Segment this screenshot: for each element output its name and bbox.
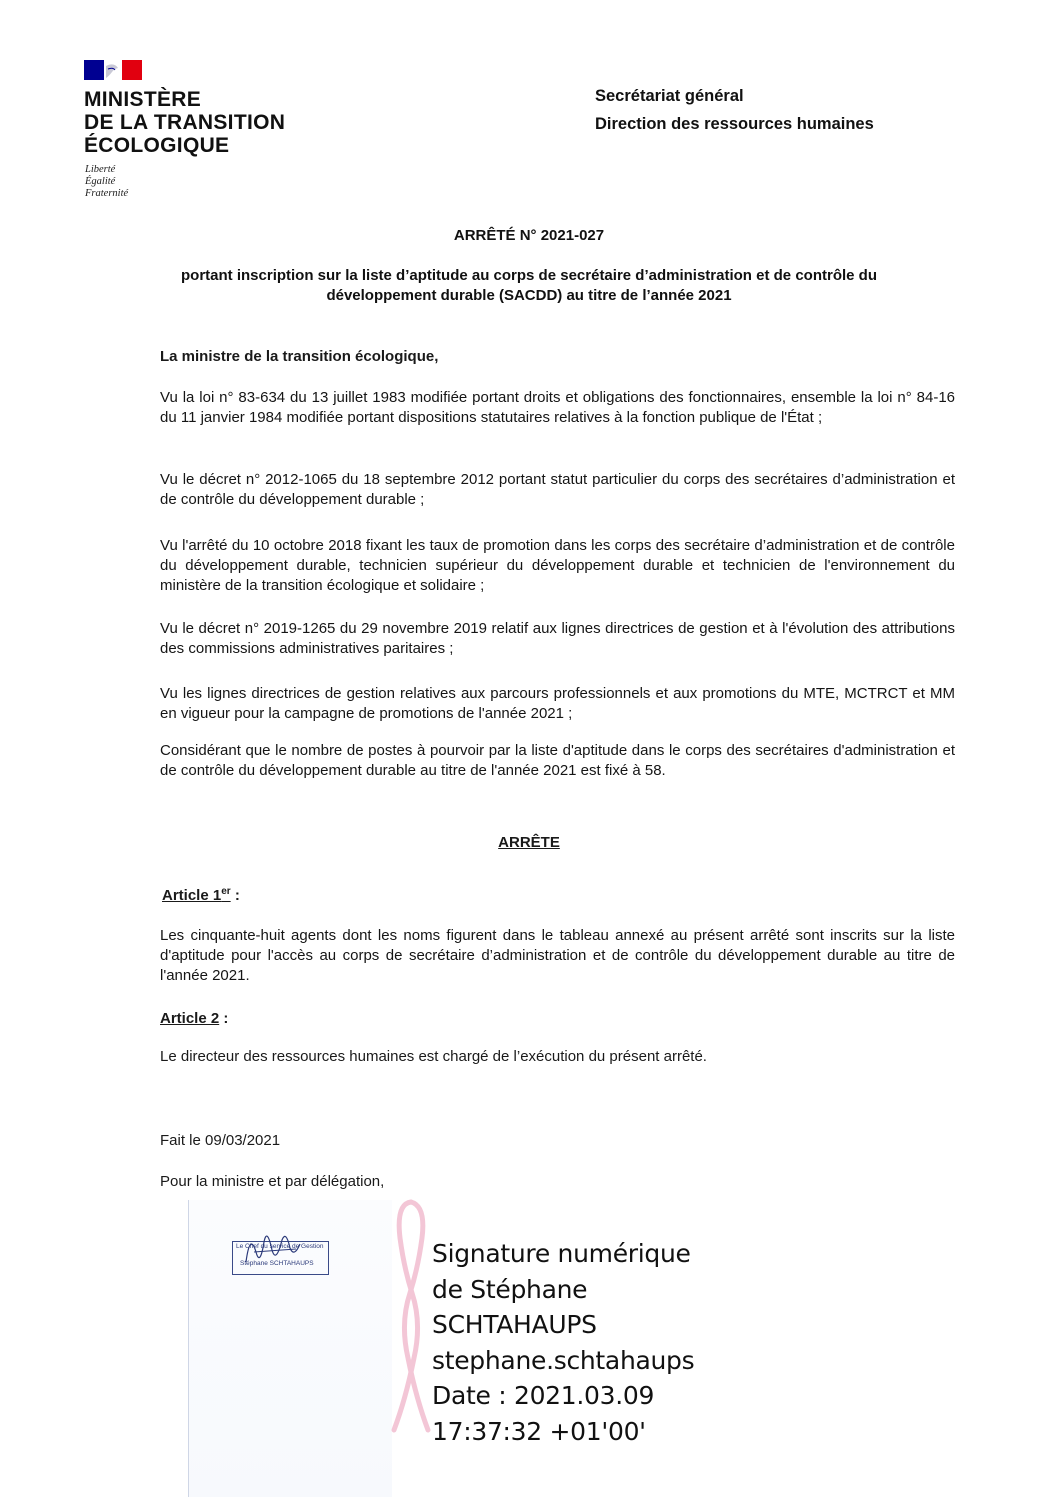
subtitle-line-1: portant inscription sur la liste d’aptitude au corps de secrétaire d’administration et de contrôle du <box>181 267 877 284</box>
article-1-label-group <box>162 887 231 904</box>
subtitle-line-2: développement durable (SACDD) au titre de l’année 2021 <box>326 287 732 304</box>
article-1-colon: : <box>230 887 240 904</box>
stamp-name: Stéphane SCHTAHAUPS <box>240 1260 314 1267</box>
visa-guidelines: Vu les lignes directrices de gestion relatives aux parcours professionnels et aux promotions du MTE, MCTRCT et MM en vigueur pour la campagne de promotions de l'année 2021 ; <box>160 685 955 722</box>
digital-sig-line-4: stephane.schtahaups <box>432 1345 695 1375</box>
ministry-line-3: ÉCOLOGIQUE <box>84 134 230 157</box>
article-2-colon: : <box>219 1010 229 1027</box>
handwritten-signature <box>236 1222 316 1272</box>
article-2-label: Article 2 <box>160 1010 220 1027</box>
ministry-name <box>84 88 285 157</box>
visa-law-1983: Vu la loi n° 83-634 du 13 juillet 1983 modifiée portant droits et obligations des fonctionnaires, ensemble la loi n° 84-16 du 11 janvier 1984 modifiée portant dispositions statutaires relatives à la fonction publique de l'État ; <box>160 389 955 426</box>
decree-subtitle <box>100 266 958 306</box>
directorate-name: Direction des ressources humaines <box>595 115 874 133</box>
department-name: Secrétariat général <box>595 87 744 105</box>
issuing-office <box>595 82 874 138</box>
marianne-flag-logo <box>84 60 142 80</box>
minister-line: La ministre de la transition écologique, <box>160 348 439 365</box>
visa-decree-2019: Vu le décret n° 2019-1265 du 29 novembre 2019 relatif aux lignes directrices de gestion et à l'évolution des attributions des commissions administratives paritaires ; <box>160 620 955 657</box>
motto-liberte: Liberté <box>85 164 116 175</box>
digital-signature-text <box>432 1236 694 1449</box>
ministry-line-1: MINISTÈRE <box>84 88 202 111</box>
visa-decree-2012: Vu le décret n° 2012-1065 du 18 septembre 2012 portant statut particulier du corps des secrétaires d’administration et de contrôle du développement durable ; <box>160 471 955 508</box>
decree-number: ARRÊTÉ N° 2021-027 <box>453 227 605 244</box>
article-1-heading <box>162 886 240 904</box>
visa-arrete-2018: Vu l'arrêté du 10 octobre 2018 fixant les taux de promotion dans les corps des secrétaire d’administration et de contrôle du développement durable, technicien supérieur du développement durable et technicien de l'environnement du ministère de la transition écologique et solidaire ; <box>160 537 955 594</box>
article-1-superscript: er <box>221 886 231 897</box>
article-1-label: Article 1 <box>162 887 222 904</box>
delegation-line: Pour la ministre et par délégation, <box>160 1173 385 1190</box>
motto-egalite: Égalité <box>85 176 116 187</box>
signing-date: Fait le 09/03/2021 <box>160 1132 281 1149</box>
article-2-text: Le directeur des ressources humaines est chargé de l’exécution du présent arrêté. <box>160 1048 707 1065</box>
digital-sig-line-5: Date : 2021.03.09 <box>432 1381 655 1410</box>
decision-heading: ARRÊTE <box>498 834 560 851</box>
motto-fraternite: Fraternité <box>85 188 129 199</box>
digital-signature-ribbon-icon <box>388 1198 434 1433</box>
republic-motto <box>85 164 128 200</box>
stamp-title: Le Chef du service de Gestion <box>236 1243 324 1250</box>
article-1-text: Les cinquante-huit agents dont les noms figurent dans le tableau annexé au présent arrêté sont inscrits sur la liste d'aptitude pour l'accès au corps de secrétaire d’administration et de contrôle du développement durable au titre de l'année 2021. <box>160 927 955 984</box>
considering-clause: Considérant que le nombre de postes à pourvoir par la liste d'aptitude dans le corps des secrétaires d'administration et de contrôle du développement durable au titre de l'année 2021 est fixé à 58. <box>160 742 955 779</box>
digital-sig-line-3: SCHTAHAUPS <box>432 1310 597 1339</box>
ministry-line-2: DE LA TRANSITION <box>84 111 286 134</box>
article-2-heading <box>160 1010 228 1027</box>
digital-sig-line-1: Signature numérique <box>432 1239 691 1268</box>
digital-sig-line-2: de Stéphane <box>432 1274 588 1304</box>
digital-sig-line-6: 17:37:32 +01'00' <box>432 1416 646 1446</box>
